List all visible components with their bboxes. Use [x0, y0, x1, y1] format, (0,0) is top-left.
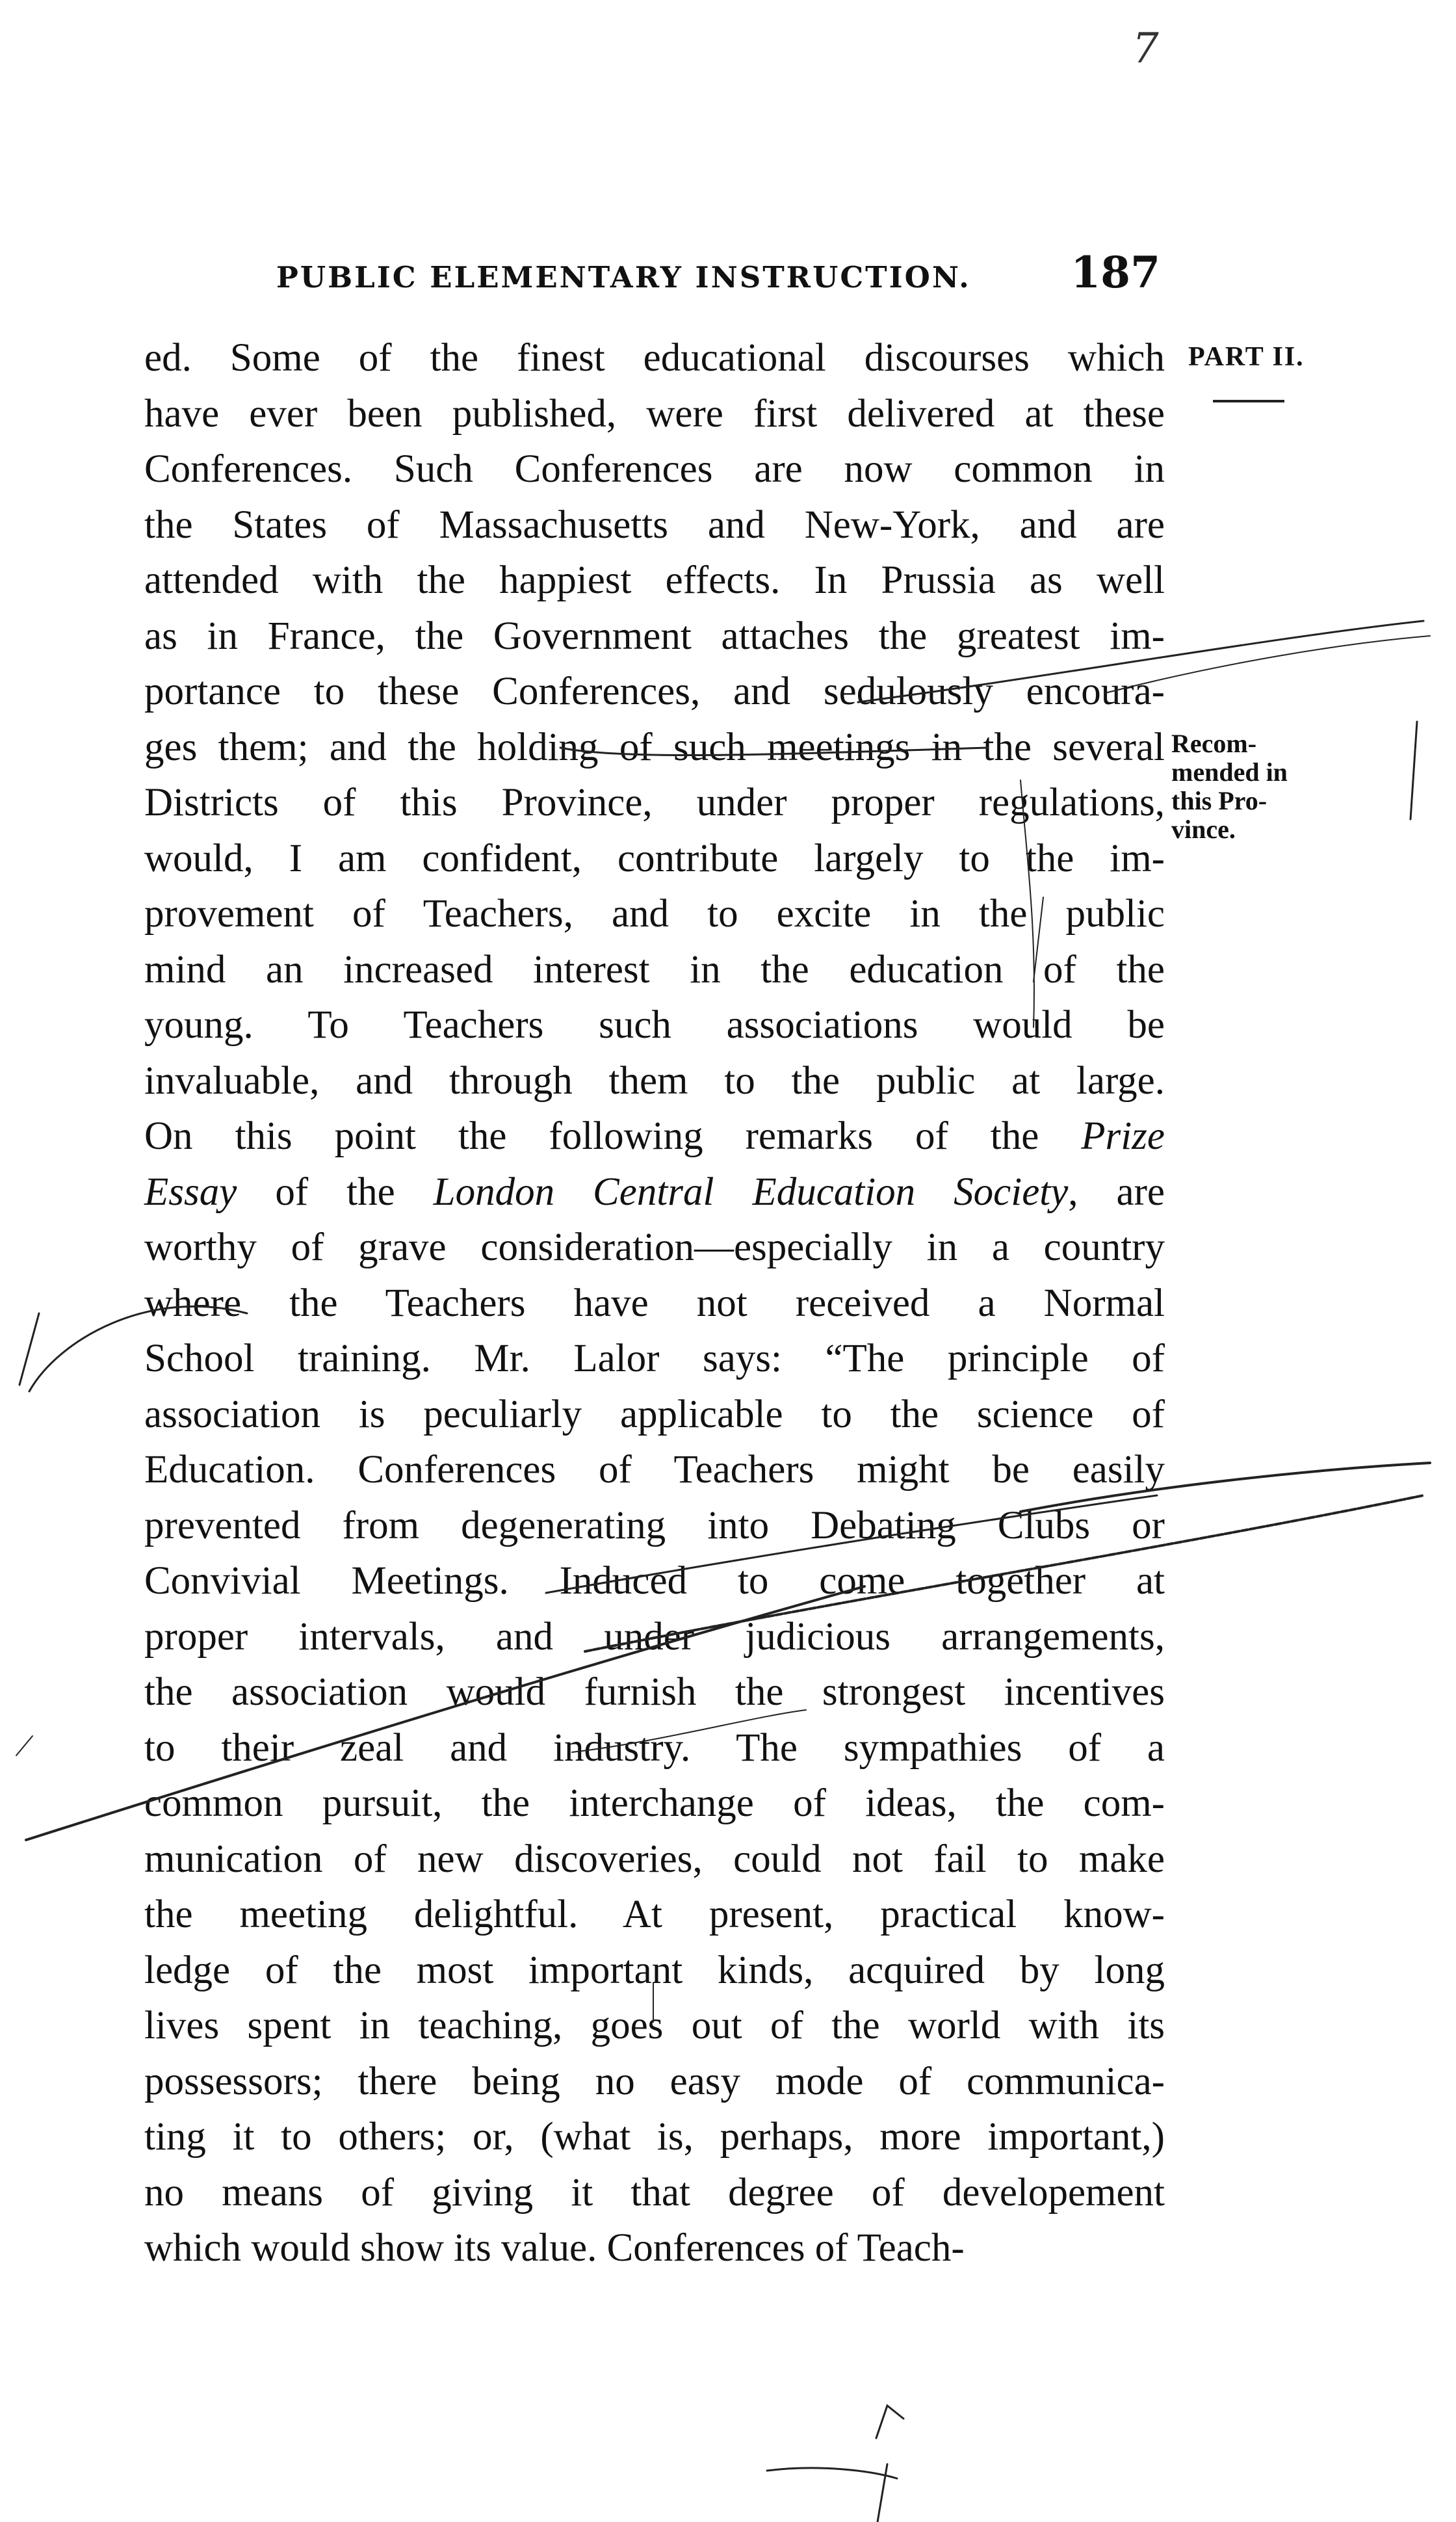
text-line: munication of new discoveries, could not fail to make: [144, 1837, 1165, 1881]
corner-handwritten-mark: 7: [1132, 25, 1159, 73]
text-line: Conferences. Such Conferences are now common in: [144, 447, 1165, 491]
text-line: provement of Teachers, and to excite in the public: [144, 892, 1165, 936]
text-line: have ever been published, were first delivered at these: [144, 391, 1165, 436]
text-line: as in France, the Government attaches the greatest im-: [144, 614, 1165, 658]
text-line: would, I am confident, contribute largely to the im-: [144, 836, 1165, 880]
text-line: young. To Teachers such associations would be: [144, 1003, 1165, 1047]
pen-stroke: [572, 1710, 806, 1752]
pen-stroke: [767, 2468, 897, 2478]
text-line: where the Teachers have not received a Normal: [144, 1281, 1165, 1325]
text-segment: of the: [237, 1170, 434, 1214]
pen-stroke: [546, 1495, 1157, 1593]
header-title: PUBLIC ELEMENTARY INSTRUCTION.: [276, 260, 971, 295]
pen-stroke: [878, 2464, 887, 2522]
page-number: 187: [1071, 247, 1160, 298]
margin-note-line: mended in: [1171, 757, 1288, 787]
text-line: to their zeal and industry. The sympathies of a: [144, 1726, 1165, 1770]
text-line: the States of Massachusetts and New-York, and are: [144, 503, 1165, 547]
text-line: Districts of this Province, under proper regulations,: [144, 781, 1165, 824]
text-segment: , are: [1068, 1170, 1165, 1214]
margin-note-part: PART II.: [1188, 342, 1305, 372]
text-line: prevented from degenerating into Debating Clubs or: [144, 1503, 1165, 1547]
text-line: ges them; and the holding of such meetings in the several: [144, 725, 1165, 769]
margin-note-line: this Pro-: [1171, 786, 1268, 815]
pen-stroke: [1020, 1463, 1430, 1512]
text-line: attended with the happiest effects. In Prussia as well: [144, 558, 1165, 602]
pen-stroke: [1020, 780, 1034, 1027]
pen-stroke: [560, 748, 988, 755]
text-line: proper intervals, and under judicious arrangements,: [144, 1614, 1165, 1659]
text-line: Convivial Meetings. Induced to come together at: [144, 1559, 1165, 1603]
pen-stroke: [16, 1736, 32, 1755]
text-line: the meeting delightful. At present, practical know-: [144, 1893, 1165, 1936]
text-line: invaluable, and through them to the public at large.: [144, 1058, 1165, 1103]
text-line: Education. Conferences of Teachers might be easily: [144, 1448, 1165, 1491]
pen-stroke: [876, 2406, 904, 2438]
text-line: which would show its value. Conferences of Teach-: [144, 2226, 965, 2270]
text-line: worthy of grave consideration—especially in a country: [144, 1226, 1165, 1269]
italic-title-prize: Prize: [1081, 1114, 1165, 1158]
pen-stroke: [20, 1313, 39, 1385]
text-line: ting it to others; or, (what is, perhaps, more important,): [144, 2115, 1165, 2159]
italic-title-essay: Essay: [144, 1170, 237, 1214]
margin-note-line: Recom-: [1171, 729, 1257, 758]
text-line: possessors; there being no easy mode of communica-: [144, 2059, 1165, 2103]
pen-stroke: [1105, 636, 1430, 693]
text-line: association is peculiarly applicable to the science of: [144, 1392, 1165, 1436]
text-line: ed. Some of the finest educational discourses which: [144, 336, 1165, 380]
text-line: no means of giving it that degree of developement: [144, 2170, 1165, 2214]
pen-stroke: [29, 1306, 247, 1391]
text-line: lives spent in teaching, goes out of the world with its: [144, 2004, 1165, 2047]
text-line: mind an increased interest in the education of the: [144, 947, 1165, 992]
text-line: common pursuit, the interchange of ideas, the com-: [144, 1781, 1165, 1825]
text-line: portance to these Conferences, and sedulously encoura-: [144, 670, 1165, 713]
pen-stroke: [1410, 722, 1417, 819]
text-line: School training. Mr. Lalor says: “The principle of: [144, 1337, 1165, 1380]
text-line: ledge of the most important kinds, acquired by long: [144, 1948, 1165, 1992]
text-segment: On this point the following remarks of the: [144, 1114, 1082, 1158]
pen-stroke: [26, 1586, 864, 1840]
text-line: the association would furnish the strongest incentives: [144, 1670, 1165, 1714]
pen-stroke: [858, 621, 1424, 702]
italic-society-name: London Central Education Society: [433, 1170, 1069, 1214]
margin-note-line: vince.: [1171, 815, 1236, 844]
pen-stroke: [1034, 897, 1043, 982]
